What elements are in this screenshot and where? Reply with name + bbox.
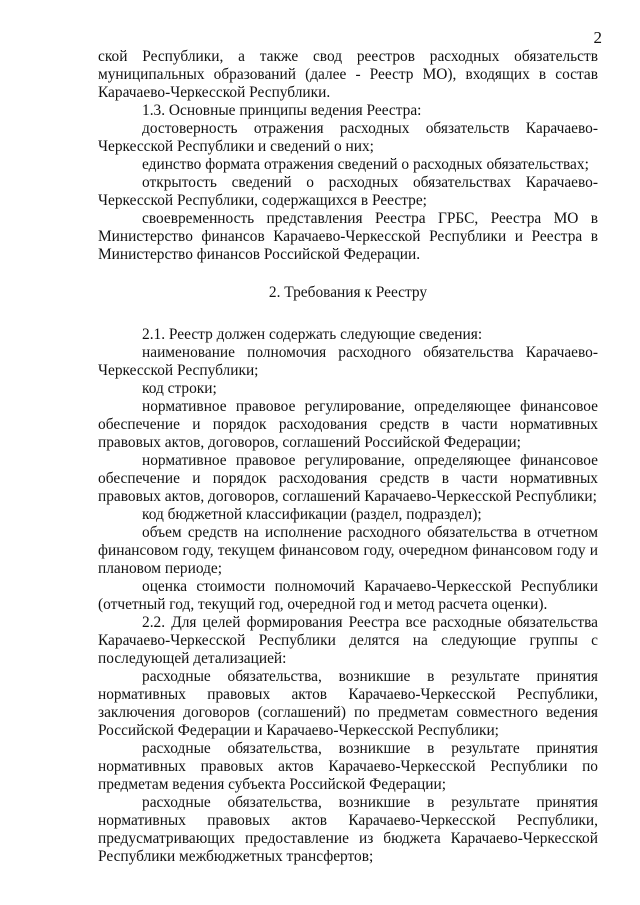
paragraph: открытость сведений о расходных обязательствах Карачаево-Черкесской Республики, содержащихся в Реестре; bbox=[98, 174, 598, 209]
paragraph: наименование полномочия расходного обязательства Карачаево-Черкесской Республики; bbox=[98, 344, 598, 379]
paragraph: объем средств на исполнение расходного обязательства в отчетном финансовом году, текущем финансовом году, очередном финансовом году и плановом периоде; bbox=[98, 524, 598, 577]
paragraph: расходные обязательства, возникшие в результате принятия нормативных правовых актов Карачаево-Черкесской Республики, предусматривающих предоставление из бюджета Карачаево-Черкесской Республики межбюджетных трансфертов; bbox=[98, 794, 598, 865]
paragraph: ской Республики, а также свод реестров расходных обязательств муниципальных образований (далее - Реестр МО), входящих в состав Карачаево-Черкесской Республики. bbox=[98, 48, 598, 101]
paragraph: расходные обязательства, возникшие в результате принятия нормативных правовых актов Карачаево-Черкесской Республики по предметам ведения субъекта Российской Федерации; bbox=[98, 740, 598, 793]
page-number: 2 bbox=[593, 28, 602, 47]
paragraph: оценка стоимости полномочий Карачаево-Черкесской Республики (отчетный год, текущий год, очередной год и метод расчета оценки). bbox=[98, 578, 598, 613]
paragraph: 1.3. Основные принципы ведения Реестра: bbox=[142, 102, 422, 119]
section-heading: 2. Требования к Реестру bbox=[268, 284, 428, 301]
paragraph: нормативное правовое регулирование, определяющее финансовое обеспечение и порядок расходования средств в части нормативных правовых актов, договоров, соглашений Российской Федерации; bbox=[98, 398, 598, 451]
paragraph: расходные обязательства, возникшие в результате принятия нормативных правовых актов Карачаево-Черкесской Республики, заключения договоров (соглашений) по предметам совместного ведения Российской Федерации и Карачаево-Черкесской Республики; bbox=[98, 668, 598, 739]
paragraph: единство формата отражения сведений о расходных обязательствах; bbox=[142, 156, 589, 173]
paragraph: код бюджетной классификации (раздел, подраздел); bbox=[142, 506, 482, 523]
paragraph: нормативное правовое регулирование, определяющее финансовое обеспечение и порядок расходования средств в части нормативных правовых актов, договоров, соглашений Карачаево-Черкесской Республики; bbox=[98, 452, 598, 505]
paragraph: достоверность отражения расходных обязательств Карачаево-Черкесской Республики и сведений о них; bbox=[98, 120, 598, 155]
paragraph: 2.1. Реестр должен содержать следующие сведения: bbox=[142, 326, 483, 343]
paragraph: 2.2. Для целей формирования Реестра все расходные обязательства Карачаево-Черкесской Республики делятся на следующие группы с последующей детализацией: bbox=[98, 614, 598, 667]
document-body bbox=[98, 48, 598, 866]
paragraph: код строки; bbox=[142, 380, 217, 397]
paragraph: своевременность представления Реестра ГРБС, Реестра МО в Министерство финансов Карачаево-Черкесской Республики и Реестра в Министерство финансов Российской Федерации. bbox=[98, 210, 598, 263]
